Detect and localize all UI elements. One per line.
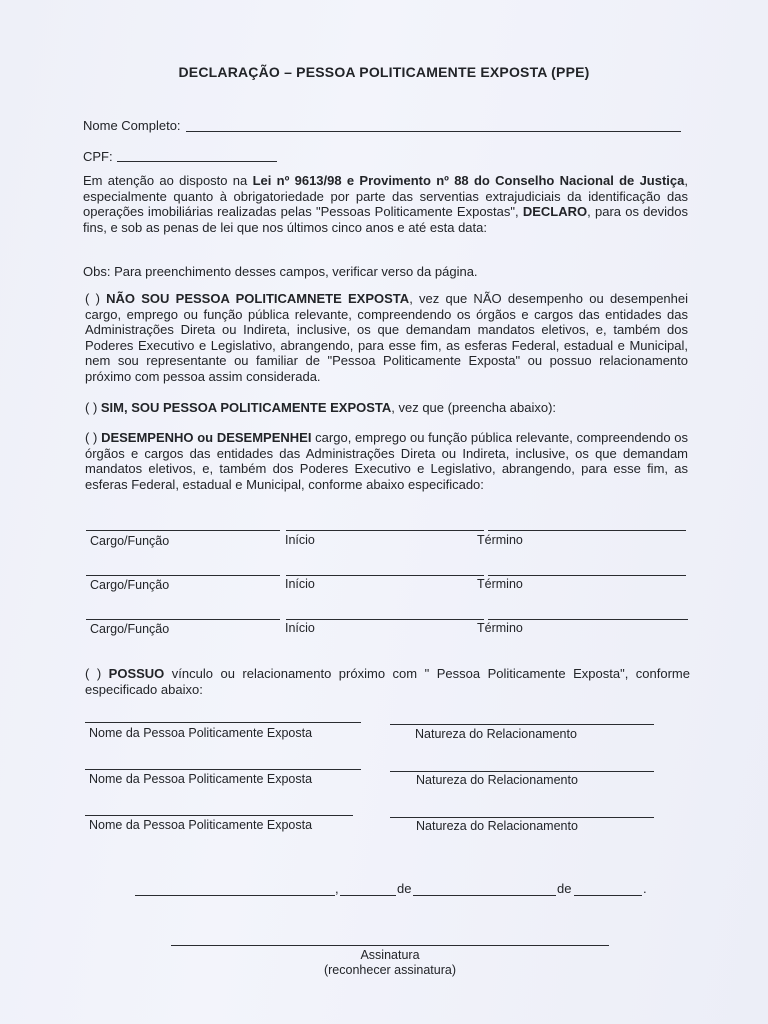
termino-field-line[interactable] [488,619,688,620]
termino-label: Término [477,621,523,635]
date-dot: . [643,881,647,896]
option-desempenho [85,430,688,492]
option-nao-pep [85,291,688,385]
termino-field-line[interactable] [488,530,686,531]
option-nao-pep-title: NÃO SOU PESSOA POLITICAMNETE EXPOSTA [106,291,410,306]
day-field-line[interactable] [340,895,396,896]
date-de-1: de [397,881,412,896]
option-nao-pep-text: , vez que NÃO desempenho ou desempenhei cargo, emprego ou função pública relevante, compreendendo os órgãos e cargos das entidades das Administrações Direta ou Indireta, inclusive, os que demandam mandatos eletivos, e, também dos Poderes Executivo e Legislativo, abrangendo, para esse fim, as esferas Federal, estadual e Municipal, nem sou representante ou familiar de "Pessoa Politicamente Exposta" ou possuo relacionamento próximo com pessoa assim considerada. [85,291,688,384]
document-title: DECLARAÇÃO – PESSOA POLITICAMENTE EXPOSTA (PPE) [178,64,590,80]
termino-field-line[interactable] [488,575,686,576]
cargo-label: Cargo/Função [90,578,170,592]
option-possuo-text: vínculo ou relacionamento próximo com " Pessoa Politicamente Exposta", conforme especificado abaixo: [85,666,690,697]
pep-name-label: Nome da Pessoa Politicamente Exposta [89,772,313,786]
inicio-label: Início [285,577,315,591]
option-sim-pep [85,400,556,416]
date-de-2: de [557,881,572,896]
cargo-label: Cargo/Função [90,622,170,636]
pep-name-field-line[interactable] [85,769,361,770]
checkbox-sim-pep[interactable]: ( ) [85,400,101,415]
signature-label: Assinatura [360,948,420,962]
cpf-field-line[interactable] [117,161,277,162]
inicio-field-line[interactable] [286,530,484,531]
pep-name-field-line[interactable] [85,815,353,816]
cargo-label: Cargo/Função [90,534,170,548]
signature-sub-label: (reconhecer assinatura) [323,963,456,977]
nome-label: Nome Completo: [83,118,181,133]
inicio-label: Início [285,621,315,635]
pep-name-label: Nome da Pessoa Politicamente Exposta [89,726,313,740]
pep-name-field-line[interactable] [85,722,361,723]
year-field-line[interactable] [574,895,642,896]
cargo-field-line[interactable] [86,530,280,531]
intro-law-ref: Lei nº 9613/98 e Provimento nº 88 do Conselho Nacional de Justiça [252,173,685,188]
signature-field-line[interactable] [171,945,609,946]
checkbox-nao-pep[interactable]: ( ) [85,291,107,306]
option-desempenho-title: DESEMPENHO ou DESEMPENHEI [101,430,312,445]
relationship-field-line[interactable] [390,771,654,772]
intro-text-3: , para os devidos fins, e sob as penas de lei que nos últimos cinco anos e até esta data: [83,204,688,235]
inicio-field-line[interactable] [286,619,484,620]
option-possuo [85,666,690,697]
option-desempenho-text: cargo, emprego ou função pública relevante, compreendendo os órgãos e cargos das entidades das Administrações Direta ou Indireta, inclusive, os que demandam mandatos eletivos, e, também dos Poderes Executivo e Legislativo, abrangendo, para esse fim, as esferas Federal, estadual e Municipal, conforme abaixo especificado: [85,430,688,492]
option-sim-pep-title: SIM, SOU PESSOA POLITICAMENTE EXPOSTA [100,400,392,415]
checkbox-desempenho[interactable]: ( ) [85,430,102,445]
intro-declaro: DECLARO [522,204,588,220]
option-sim-pep-text: , vez que (preencha abaixo): [391,400,557,415]
intro-text-2: , especialmente quanto à obrigatoriedade por parte das serventias extrajudiciais da identificação das operações imobiliárias realizadas pelas "Pessoas Politicamente Expostas", [83,173,688,220]
relationship-label: Natureza do Relacionamento [415,727,577,741]
cargo-field-line[interactable] [86,619,280,620]
city-field-line[interactable] [135,895,335,896]
termino-label: Término [477,533,523,547]
cargo-field-line[interactable] [86,575,280,576]
inicio-field-line[interactable] [286,575,484,576]
checkbox-possuo[interactable]: ( ) [85,666,109,681]
month-field-line[interactable] [413,895,556,896]
intro-text-1: Em atenção ao disposto na [83,173,253,188]
cpf-label: CPF: [83,149,113,164]
inicio-label: Início [285,533,315,547]
relationship-field-line[interactable] [390,724,654,725]
date-comma: , [335,881,339,896]
intro-paragraph [83,173,688,235]
relationship-label: Natureza do Relacionamento [416,773,578,787]
pep-name-label: Nome da Pessoa Politicamente Exposta [89,818,313,832]
option-possuo-title: POSSUO [108,666,165,681]
relationship-label: Natureza do Relacionamento [416,819,578,833]
nome-field-line[interactable] [186,131,681,132]
relationship-field-line[interactable] [390,817,654,818]
obs-note: Obs: Para preenchimento desses campos, verificar verso da página. [83,264,478,279]
termino-label: Término [477,577,523,591]
